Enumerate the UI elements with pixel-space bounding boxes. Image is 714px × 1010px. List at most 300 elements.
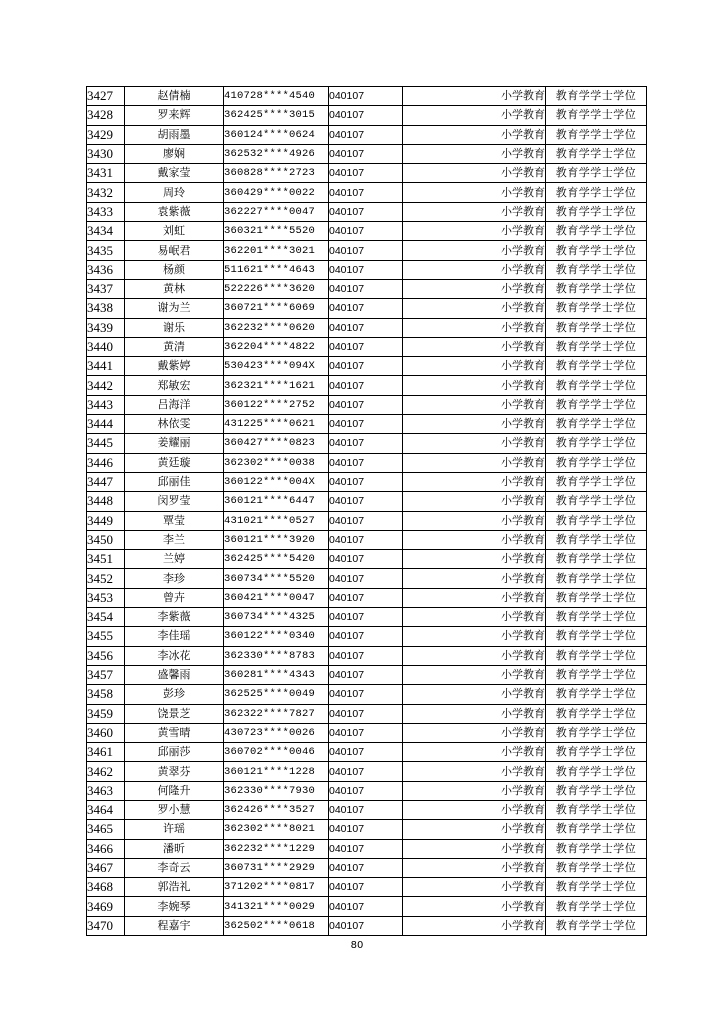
id-number: 360421****0047 <box>224 588 329 607</box>
student-name: 盛馨雨 <box>125 665 224 684</box>
major-name: 小学教育 <box>403 279 546 298</box>
row-number: 3432 <box>87 183 125 202</box>
degree-type: 教育学学士学位 <box>546 897 647 916</box>
degree-type: 教育学学士学位 <box>546 588 647 607</box>
major-name: 小学教育 <box>403 878 546 897</box>
degree-type: 教育学学士学位 <box>546 125 647 144</box>
id-number: 530423****094X <box>224 357 329 376</box>
table-row <box>87 260 647 279</box>
student-name: 郭浩礼 <box>125 878 224 897</box>
table-row <box>87 627 647 646</box>
student-name: 刘虹 <box>125 222 224 241</box>
table-row <box>87 608 647 627</box>
major-name: 小学教育 <box>403 125 546 144</box>
degree-type: 教育学学士学位 <box>546 299 647 318</box>
student-name: 黄林 <box>125 279 224 298</box>
major-code: 040107 <box>329 685 403 704</box>
row-number: 3455 <box>87 627 125 646</box>
student-name: 曾卉 <box>125 588 224 607</box>
major-name: 小学教育 <box>403 357 546 376</box>
table-row <box>87 685 647 704</box>
row-number: 3435 <box>87 241 125 260</box>
id-number: 362232****1229 <box>224 839 329 858</box>
row-number: 3452 <box>87 569 125 588</box>
row-number: 3460 <box>87 723 125 742</box>
major-code: 040107 <box>329 472 403 491</box>
table-row <box>87 550 647 569</box>
row-number: 3468 <box>87 878 125 897</box>
row-number: 3463 <box>87 781 125 800</box>
major-code: 040107 <box>329 453 403 472</box>
major-name: 小学教育 <box>403 897 546 916</box>
row-number: 3433 <box>87 202 125 221</box>
id-number: 362321****1621 <box>224 376 329 395</box>
id-number: 360731****2929 <box>224 858 329 877</box>
student-name: 李兰 <box>125 530 224 549</box>
degree-type: 教育学学士学位 <box>546 472 647 491</box>
table-row <box>87 87 647 106</box>
table-row <box>87 665 647 684</box>
row-number: 3431 <box>87 164 125 183</box>
student-name: 邱丽莎 <box>125 743 224 762</box>
id-number: 360828****2723 <box>224 164 329 183</box>
major-name: 小学教育 <box>403 800 546 819</box>
major-code: 040107 <box>329 357 403 376</box>
major-name: 小学教育 <box>403 183 546 202</box>
table-row <box>87 858 647 877</box>
major-code: 040107 <box>329 530 403 549</box>
major-name: 小学教育 <box>403 87 546 106</box>
major-name: 小学教育 <box>403 395 546 414</box>
row-number: 3438 <box>87 299 125 318</box>
degree-type: 教育学学士学位 <box>546 279 647 298</box>
major-code: 040107 <box>329 627 403 646</box>
row-number: 3466 <box>87 839 125 858</box>
id-number: 362532****4926 <box>224 144 329 163</box>
id-number: 410728****4540 <box>224 87 329 106</box>
major-name: 小学教育 <box>403 453 546 472</box>
major-name: 小学教育 <box>403 299 546 318</box>
degree-roster-table <box>86 86 647 936</box>
major-code: 040107 <box>329 723 403 742</box>
major-code: 040107 <box>329 743 403 762</box>
major-code: 040107 <box>329 762 403 781</box>
row-number: 3436 <box>87 260 125 279</box>
id-number: 362525****0049 <box>224 685 329 704</box>
degree-type: 教育学学士学位 <box>546 376 647 395</box>
table-row <box>87 588 647 607</box>
major-name: 小学教育 <box>403 762 546 781</box>
major-code: 040107 <box>329 608 403 627</box>
degree-type: 教育学学士学位 <box>546 800 647 819</box>
major-code: 040107 <box>329 144 403 163</box>
major-name: 小学教育 <box>403 472 546 491</box>
degree-type: 教育学学士学位 <box>546 878 647 897</box>
student-name: 赵倩楠 <box>125 87 224 106</box>
major-code: 040107 <box>329 550 403 569</box>
degree-type: 教育学学士学位 <box>546 569 647 588</box>
major-code: 040107 <box>329 337 403 356</box>
id-number: 360122****004X <box>224 472 329 491</box>
degree-type: 教育学学士学位 <box>546 762 647 781</box>
degree-type: 教育学学士学位 <box>546 337 647 356</box>
major-name: 小学教育 <box>403 492 546 511</box>
student-name: 戴家莹 <box>125 164 224 183</box>
table-row <box>87 299 647 318</box>
degree-type: 教育学学士学位 <box>546 492 647 511</box>
student-name: 姜耀丽 <box>125 434 224 453</box>
major-code: 040107 <box>329 569 403 588</box>
row-number: 3450 <box>87 530 125 549</box>
id-number: 360427****0823 <box>224 434 329 453</box>
major-code: 040107 <box>329 916 403 935</box>
major-code: 040107 <box>329 897 403 916</box>
student-name: 饶景芝 <box>125 704 224 723</box>
major-code: 040107 <box>329 87 403 106</box>
row-number: 3457 <box>87 665 125 684</box>
student-name: 覃莹 <box>125 511 224 530</box>
major-name: 小学教育 <box>403 434 546 453</box>
table-row <box>87 897 647 916</box>
major-name: 小学教育 <box>403 202 546 221</box>
id-number: 362232****0620 <box>224 318 329 337</box>
id-number: 360121****6447 <box>224 492 329 511</box>
table-row <box>87 376 647 395</box>
major-code: 040107 <box>329 858 403 877</box>
major-name: 小学教育 <box>403 415 546 434</box>
student-name: 李奇云 <box>125 858 224 877</box>
row-number: 3462 <box>87 762 125 781</box>
id-number: 362302****0038 <box>224 453 329 472</box>
table-row <box>87 781 647 800</box>
student-name: 李紫薇 <box>125 608 224 627</box>
row-number: 3445 <box>87 434 125 453</box>
id-number: 430723****0026 <box>224 723 329 742</box>
major-code: 040107 <box>329 202 403 221</box>
major-code: 040107 <box>329 704 403 723</box>
table-row <box>87 569 647 588</box>
degree-type: 教育学学士学位 <box>546 916 647 935</box>
id-number: 362502****0618 <box>224 916 329 935</box>
major-code: 040107 <box>329 279 403 298</box>
id-number: 360721****6069 <box>224 299 329 318</box>
row-number: 3437 <box>87 279 125 298</box>
row-number: 3453 <box>87 588 125 607</box>
degree-type: 教育学学士学位 <box>546 260 647 279</box>
table-row <box>87 279 647 298</box>
major-name: 小学教育 <box>403 144 546 163</box>
row-number: 3440 <box>87 337 125 356</box>
degree-type: 教育学学士学位 <box>546 434 647 453</box>
major-name: 小学教育 <box>403 164 546 183</box>
student-name: 廖娴 <box>125 144 224 163</box>
degree-type: 教育学学士学位 <box>546 202 647 221</box>
row-number: 3428 <box>87 106 125 125</box>
id-number: 362330****8783 <box>224 646 329 665</box>
degree-type: 教育学学士学位 <box>546 685 647 704</box>
major-name: 小学教育 <box>403 820 546 839</box>
major-name: 小学教育 <box>403 646 546 665</box>
major-name: 小学教育 <box>403 723 546 742</box>
page-number: 80 <box>350 940 364 951</box>
student-name: 彭珍 <box>125 685 224 704</box>
major-name: 小学教育 <box>403 337 546 356</box>
major-name: 小学教育 <box>403 858 546 877</box>
degree-type: 教育学学士学位 <box>546 858 647 877</box>
row-number: 3447 <box>87 472 125 491</box>
major-name: 小学教育 <box>403 376 546 395</box>
row-number: 3448 <box>87 492 125 511</box>
id-number: 362425****3015 <box>224 106 329 125</box>
major-code: 040107 <box>329 125 403 144</box>
student-name: 林依雯 <box>125 415 224 434</box>
id-number: 360734****4325 <box>224 608 329 627</box>
student-name: 兰婷 <box>125 550 224 569</box>
id-number: 362330****7930 <box>224 781 329 800</box>
table-row <box>87 222 647 241</box>
student-name: 黄雪晴 <box>125 723 224 742</box>
row-number: 3469 <box>87 897 125 916</box>
student-name: 吕海洋 <box>125 395 224 414</box>
table-row <box>87 472 647 491</box>
major-code: 040107 <box>329 222 403 241</box>
major-code: 040107 <box>329 820 403 839</box>
row-number: 3430 <box>87 144 125 163</box>
degree-type: 教育学学士学位 <box>546 530 647 549</box>
id-number: 362425****5420 <box>224 550 329 569</box>
row-number: 3465 <box>87 820 125 839</box>
row-number: 3461 <box>87 743 125 762</box>
id-number: 360122****2752 <box>224 395 329 414</box>
table-row <box>87 434 647 453</box>
table-row <box>87 318 647 337</box>
major-name: 小学教育 <box>403 511 546 530</box>
degree-type: 教育学学士学位 <box>546 820 647 839</box>
major-code: 040107 <box>329 164 403 183</box>
major-code: 040107 <box>329 800 403 819</box>
table-row <box>87 337 647 356</box>
major-name: 小学教育 <box>403 222 546 241</box>
id-number: 362322****7827 <box>224 704 329 723</box>
table-row <box>87 820 647 839</box>
row-number: 3443 <box>87 395 125 414</box>
major-name: 小学教育 <box>403 260 546 279</box>
major-code: 040107 <box>329 318 403 337</box>
id-number: 362201****3021 <box>224 241 329 260</box>
degree-type: 教育学学士学位 <box>546 318 647 337</box>
degree-type: 教育学学士学位 <box>546 608 647 627</box>
id-number: 360321****5520 <box>224 222 329 241</box>
table-row <box>87 164 647 183</box>
major-name: 小学教育 <box>403 588 546 607</box>
major-code: 040107 <box>329 183 403 202</box>
student-name: 黄翠芬 <box>125 762 224 781</box>
student-name: 李婉琴 <box>125 897 224 916</box>
major-code: 040107 <box>329 781 403 800</box>
table-row <box>87 704 647 723</box>
student-name: 潘昕 <box>125 839 224 858</box>
id-number: 360121****1228 <box>224 762 329 781</box>
table-row <box>87 916 647 935</box>
id-number: 360281****4343 <box>224 665 329 684</box>
degree-type: 教育学学士学位 <box>546 395 647 414</box>
row-number: 3429 <box>87 125 125 144</box>
student-name: 黄廷璇 <box>125 453 224 472</box>
degree-type: 教育学学士学位 <box>546 144 647 163</box>
id-number: 362302****8021 <box>224 820 329 839</box>
row-number: 3439 <box>87 318 125 337</box>
table-row <box>87 743 647 762</box>
major-name: 小学教育 <box>403 627 546 646</box>
degree-type: 教育学学士学位 <box>546 781 647 800</box>
degree-type: 教育学学士学位 <box>546 241 647 260</box>
degree-type: 教育学学士学位 <box>546 627 647 646</box>
degree-type: 教育学学士学位 <box>546 222 647 241</box>
degree-type: 教育学学士学位 <box>546 511 647 530</box>
student-name: 郑敏宏 <box>125 376 224 395</box>
degree-type: 教育学学士学位 <box>546 646 647 665</box>
student-name: 袁紫薇 <box>125 202 224 221</box>
table-row <box>87 878 647 897</box>
student-name: 罗小慧 <box>125 800 224 819</box>
student-name: 李珍 <box>125 569 224 588</box>
row-number: 3454 <box>87 608 125 627</box>
student-name: 戴紫婷 <box>125 357 224 376</box>
id-number: 360122****0340 <box>224 627 329 646</box>
degree-type: 教育学学士学位 <box>546 106 647 125</box>
major-code: 040107 <box>329 106 403 125</box>
degree-type: 教育学学士学位 <box>546 550 647 569</box>
student-name: 罗来辉 <box>125 106 224 125</box>
id-number: 362426****3527 <box>224 800 329 819</box>
major-name: 小学教育 <box>403 530 546 549</box>
id-number: 360429****0022 <box>224 183 329 202</box>
student-name: 谢乐 <box>125 318 224 337</box>
major-code: 040107 <box>329 588 403 607</box>
table-row <box>87 762 647 781</box>
degree-type: 教育学学士学位 <box>546 183 647 202</box>
major-name: 小学教育 <box>403 704 546 723</box>
row-number: 3434 <box>87 222 125 241</box>
row-number: 3470 <box>87 916 125 935</box>
student-name: 易岷君 <box>125 241 224 260</box>
row-number: 3442 <box>87 376 125 395</box>
student-name: 邱丽佳 <box>125 472 224 491</box>
table-row <box>87 723 647 742</box>
major-name: 小学教育 <box>403 685 546 704</box>
table-row <box>87 839 647 858</box>
row-number: 3451 <box>87 550 125 569</box>
major-name: 小学教育 <box>403 241 546 260</box>
table-row <box>87 144 647 163</box>
student-name: 程嘉宇 <box>125 916 224 935</box>
row-number: 3444 <box>87 415 125 434</box>
degree-type: 教育学学士学位 <box>546 87 647 106</box>
row-number: 3441 <box>87 357 125 376</box>
row-number: 3464 <box>87 800 125 819</box>
student-name: 黄清 <box>125 337 224 356</box>
student-name: 李冰花 <box>125 646 224 665</box>
degree-type: 教育学学士学位 <box>546 839 647 858</box>
row-number: 3459 <box>87 704 125 723</box>
major-code: 040107 <box>329 434 403 453</box>
major-code: 040107 <box>329 665 403 684</box>
student-name: 胡雨墨 <box>125 125 224 144</box>
table-row <box>87 241 647 260</box>
student-name: 杨颜 <box>125 260 224 279</box>
table-row <box>87 183 647 202</box>
table-row <box>87 415 647 434</box>
student-name: 何隆升 <box>125 781 224 800</box>
id-number: 360121****3920 <box>224 530 329 549</box>
table-row <box>87 453 647 472</box>
table-row <box>87 357 647 376</box>
id-number: 362227****0047 <box>224 202 329 221</box>
degree-type: 教育学学士学位 <box>546 743 647 762</box>
id-number: 371202****0817 <box>224 878 329 897</box>
roster-body <box>87 87 647 936</box>
major-name: 小学教育 <box>403 550 546 569</box>
table-row <box>87 530 647 549</box>
major-name: 小学教育 <box>403 106 546 125</box>
row-number: 3456 <box>87 646 125 665</box>
degree-type: 教育学学士学位 <box>546 665 647 684</box>
table-row <box>87 125 647 144</box>
table-row <box>87 395 647 414</box>
major-code: 040107 <box>329 241 403 260</box>
major-code: 040107 <box>329 492 403 511</box>
major-name: 小学教育 <box>403 781 546 800</box>
degree-type: 教育学学士学位 <box>546 164 647 183</box>
row-number: 3427 <box>87 87 125 106</box>
table-row <box>87 202 647 221</box>
degree-type: 教育学学士学位 <box>546 723 647 742</box>
degree-type: 教育学学士学位 <box>546 415 647 434</box>
id-number: 362204****4822 <box>224 337 329 356</box>
id-number: 341321****0029 <box>224 897 329 916</box>
row-number: 3449 <box>87 511 125 530</box>
major-name: 小学教育 <box>403 916 546 935</box>
id-number: 431021****0527 <box>224 511 329 530</box>
degree-type: 教育学学士学位 <box>546 357 647 376</box>
major-code: 040107 <box>329 415 403 434</box>
major-name: 小学教育 <box>403 318 546 337</box>
id-number: 511621****4643 <box>224 260 329 279</box>
major-code: 040107 <box>329 511 403 530</box>
row-number: 3467 <box>87 858 125 877</box>
table-row <box>87 646 647 665</box>
table-row <box>87 800 647 819</box>
student-name: 周玲 <box>125 183 224 202</box>
id-number: 522226****3620 <box>224 279 329 298</box>
student-name: 许瑶 <box>125 820 224 839</box>
id-number: 360702****0046 <box>224 743 329 762</box>
major-name: 小学教育 <box>403 608 546 627</box>
major-code: 040107 <box>329 260 403 279</box>
major-name: 小学教育 <box>403 665 546 684</box>
table-row <box>87 511 647 530</box>
table-row <box>87 106 647 125</box>
major-code: 040107 <box>329 376 403 395</box>
major-name: 小学教育 <box>403 569 546 588</box>
major-code: 040107 <box>329 878 403 897</box>
id-number: 360124****0624 <box>224 125 329 144</box>
table-row <box>87 492 647 511</box>
major-name: 小学教育 <box>403 839 546 858</box>
major-code: 040107 <box>329 839 403 858</box>
major-code: 040107 <box>329 395 403 414</box>
major-code: 040107 <box>329 646 403 665</box>
